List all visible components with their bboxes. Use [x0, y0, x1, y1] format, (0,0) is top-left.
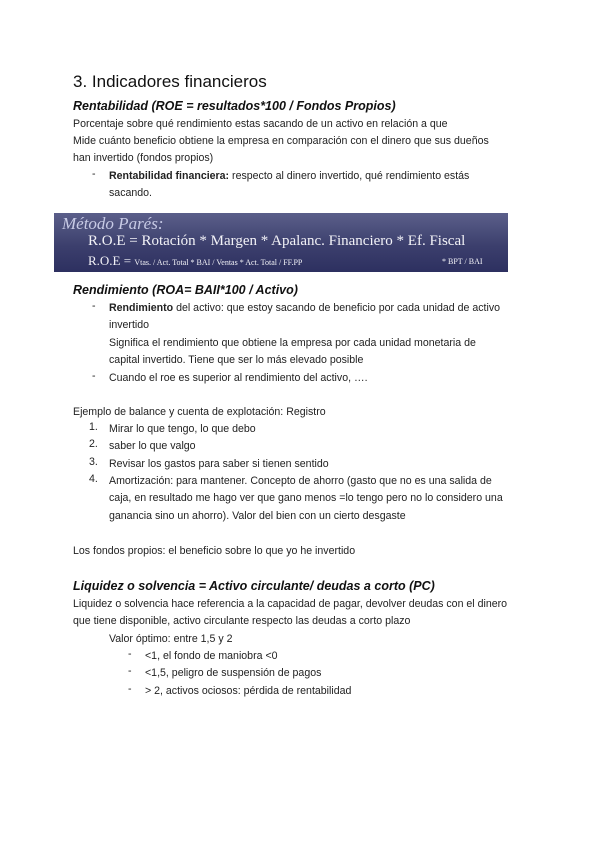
liquidez-line-2: que tiene disponible, activo circulante respecto las deudas a corto plazo — [73, 615, 411, 627]
liquidez-item: <1, el fondo de maniobra <0 — [145, 650, 278, 662]
liquidez-item: > 2, activos ociosos: pérdida de rentabilidad — [145, 685, 352, 697]
rendimiento-bullet-2: Cuando el roe es superior al rendimiento del activo, …. — [109, 372, 368, 384]
metodo-pares-image — [54, 213, 508, 272]
list-number: 4. — [89, 473, 98, 485]
list-item-cont: ganancia sino un ahorro). Valor del bien con un cierto desgaste — [109, 510, 406, 522]
rentabilidad-line-1: Porcentaje sobre qué rendimiento estas sacando de un activo en relación a que — [73, 118, 448, 130]
rentabilidad-bullet-bold: Rentabilidad financiera: — [109, 170, 230, 182]
list-item: Amortización: para mantener. Concepto de ahorro (gasto que no es una salida de — [109, 475, 492, 487]
list-number: 2. — [89, 438, 98, 450]
bullet-dash: - — [128, 683, 132, 695]
valor-optimo: Valor óptimo: entre 1,5 y 2 — [109, 633, 233, 645]
rendimiento-heading: Rendimiento (ROA= BAII*100 / Activo) — [73, 283, 298, 297]
liquidez-item: <1,5, peligro de suspensión de pagos — [145, 667, 322, 679]
bullet-dash: - — [92, 168, 96, 180]
rentabilidad-heading: Rentabilidad (ROE = resultados*100 / Fondos Propios) — [73, 99, 396, 113]
bullet-dash: - — [92, 370, 96, 382]
fondos-propios-line: Los fondos propios: el beneficio sobre lo que yo he invertido — [73, 545, 356, 557]
rendimiento-para-1: Significa el rendimiento que obtiene la empresa por cada unidad monetaria de — [109, 337, 476, 349]
banner-row-1: R.O.E = Rotación * Margen * Apalanc. Financiero * Ef. Fiscal — [88, 233, 466, 249]
rendimiento-bullet-bold: Rendimiento — [109, 302, 174, 314]
list-number: 1. — [89, 421, 98, 433]
banner-title: Método Parés: — [62, 214, 164, 233]
banner-row-2-b: * Act. Total / FF.PP — [237, 258, 303, 267]
rentabilidad-bullet-cont: sacando. — [109, 187, 152, 199]
list-item-cont: caja, en resultado me hago ver que gano menos =lo tengo pero no lo considero una — [109, 492, 503, 504]
bullet-dash: - — [128, 648, 132, 660]
banner-row-2-a: R.O.E = — [88, 253, 135, 268]
bullet-dash: - — [92, 300, 96, 312]
ejemplo-line: Ejemplo de balance y cuenta de explotación: Registro — [73, 406, 326, 418]
rendimiento-para-2: capital invertido. Tiene que ser lo más elevado posible — [109, 354, 364, 366]
list-item: Mirar lo que tengo, lo que debo — [109, 423, 256, 435]
section-title: 3. Indicadores financieros — [73, 72, 267, 91]
rendimiento-bullet-text: del activo: que estoy sacando de beneficio por cada unidad de activo — [173, 302, 501, 314]
rendimiento-bullet-cont: invertido — [109, 319, 150, 331]
liquidez-heading: Liquidez o solvencia = Activo circulante/ deudas a corto (PC) — [73, 579, 435, 593]
bullet-dash: - — [128, 665, 132, 677]
rentabilidad-bullet-text: respecto al dinero invertido, qué rendimiento estás — [229, 170, 470, 182]
liquidez-line-1: Liquidez o solvencia hace referencia a la capacidad de pagar, devolver deudas con el dinero — [73, 598, 508, 610]
rentabilidad-line-3: han invertido (fondos propios) — [73, 152, 214, 164]
banner-row-2-c: * BPT / BAI — [442, 257, 483, 266]
list-number: 3. — [89, 456, 98, 468]
banner-row-2 — [88, 253, 483, 269]
list-item: Revisar los gastos para saber si tienen sentido — [109, 458, 329, 470]
list-item: saber lo que valgo — [109, 440, 196, 452]
rentabilidad-line-2: Mide cuánto beneficio obtiene la empresa en comparación con el dinero que sus dueños — [73, 135, 489, 147]
rentabilidad-bullet — [109, 168, 469, 185]
rendimiento-bullet-1 — [109, 300, 500, 317]
banner-row-2-small: Vtas. / Act. Total * BAI / Ventas — [134, 258, 238, 267]
